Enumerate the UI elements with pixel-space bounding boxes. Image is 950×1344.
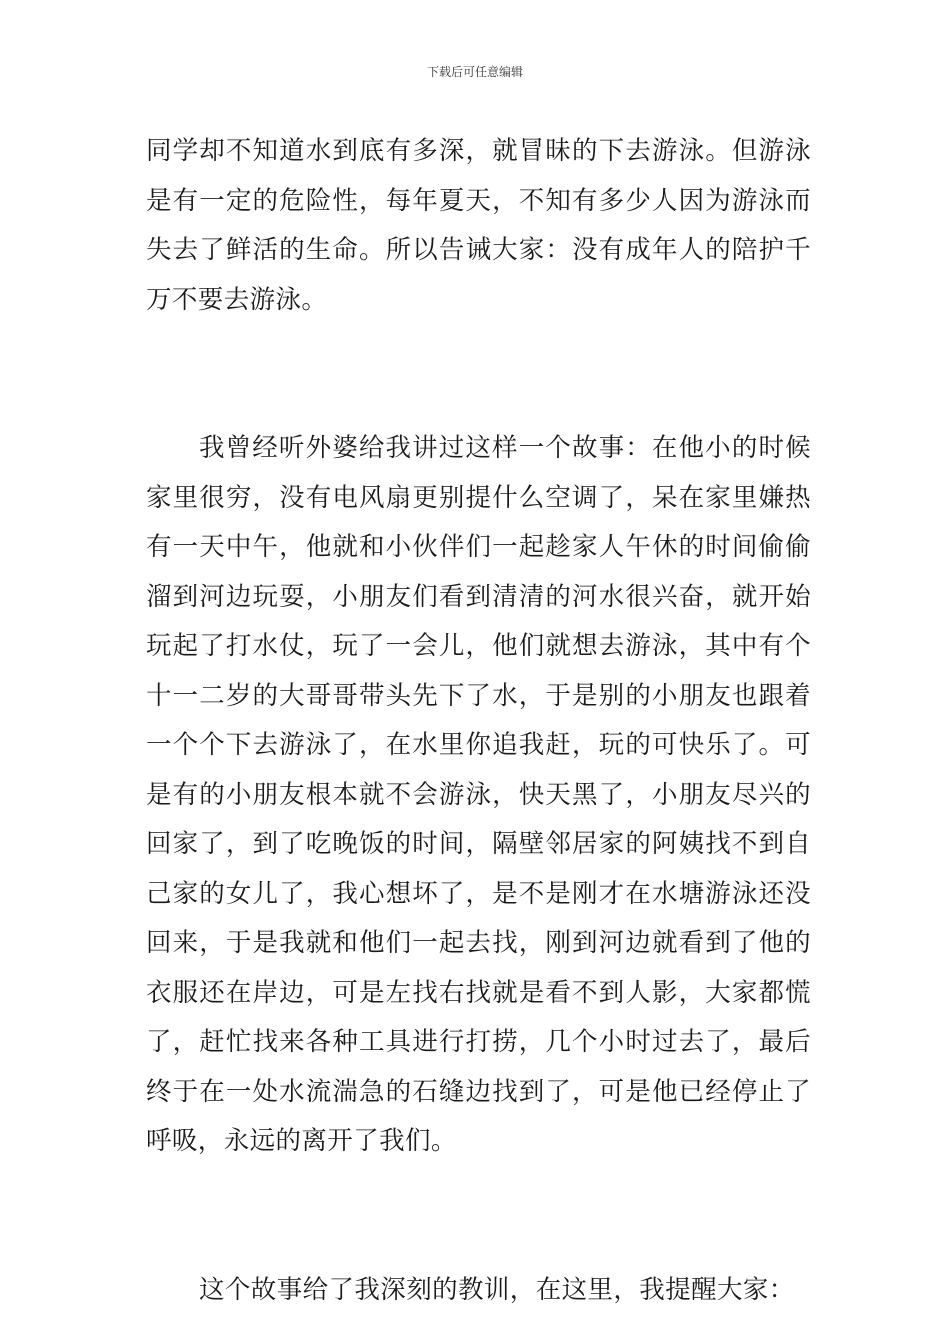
paragraph-3: 这个故事给了我深刻的教训，在这里，我提醒大家： [199, 1274, 795, 1305]
paragraph-1: 同学却不知道水到底有多深，就冒昧的下去游泳。但游泳是有一定的危险性，每年夏天，不知有多少人因为游泳而失去了鲜活的生命。所以告诫大家：没有成年人的陪护千万不要去游泳。 [146, 136, 811, 315]
paragraph-gap [146, 1167, 811, 1266]
document-body [146, 127, 811, 1315]
page-header-note: 下载后可任意编辑 [426, 65, 523, 79]
paragraph-gap [146, 325, 811, 424]
paragraph-2: 我曾经听外婆给我讲过这样一个故事：在他小的时候家里很穷，没有电风扇更别提什么空调了，呆在家里嫌热有一天中午，他就和小伙伴们一起趁家人午休的时间偷偷溜到河边玩耍，小朋友们看到清清的河水很兴奋，就开始玩起了打水仗，玩了一会儿，他们就想去游泳，其中有个十一二岁的大哥哥带头先下了水，于是别的小朋友也跟着一个个下去游泳了，在水里你追我赶，玩的可快乐了。可是有的小朋友根本就不会游泳，快天黑了，小朋友尽兴的回家了，到了吃晚饭的时间，隔壁邻居家的阿姨找不到自己家的女儿了，我心想坏了，是不是刚才在水塘游泳还没回来，于是我就和他们一起去找，刚到河边就看到了他的衣服还在岸边，可是左找右找就是看不到人影，大家都慌了，赶忙找来各种工具进行打捞，几个小时过去了，最后终于在一处水流湍急的石缝边找到了，可是他已经停止了呼吸，永远的离开了我们。 [146, 433, 811, 1156]
